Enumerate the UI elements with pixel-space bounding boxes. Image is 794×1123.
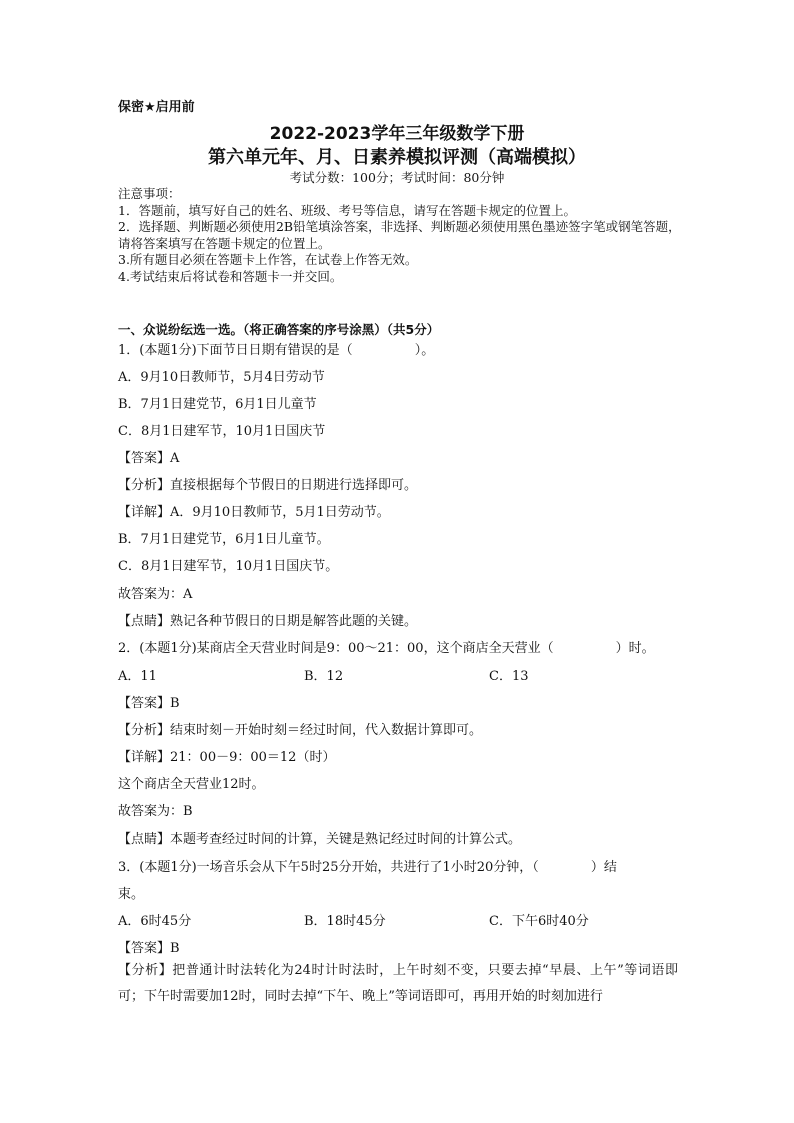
question-3-answer: 【答案】B	[118, 941, 180, 956]
question-2-conclusion: 故答案为：B	[118, 804, 193, 819]
question-1-stem	[118, 339, 434, 358]
notes-item-1: 1．答题前，填写好自己的姓名、班级、考号等信息，请写在答题卡规定的位置上。	[118, 202, 576, 218]
question-3-stem-end: ）结	[590, 860, 617, 875]
question-3-option-a: A．6时45分	[118, 914, 192, 929]
question-2-option-b: B．12	[304, 669, 344, 684]
question-1-comment: 【点睛】熟记各种节假日的日期是解答此题的关键。	[118, 614, 418, 629]
question-3-option-c: C．下午6时40分	[489, 914, 589, 929]
question-2-comment: 【点睛】本题考查经过时间的计算，关键是熟记经过时间的计算公式。	[118, 832, 522, 847]
question-2-detail: 【详解】21：00－9：00＝12（时）	[118, 750, 336, 765]
question-1-conclusion: 故答案为：A	[118, 587, 193, 602]
question-1-detail-c: C．8月1日建军节，10月1日国庆节。	[118, 559, 339, 574]
question-2-stem-start: 2．(本题1分)某商店全天营业时间是9：00～21：00，这个商店全天营业（	[118, 641, 554, 656]
question-1-option-b: B．7月1日建党节，6月1日儿童节	[118, 397, 317, 412]
section-1-title: 一、众说纷纭选一选。（将正确答案的序号涂黑）（共5分）	[118, 322, 440, 337]
question-3-stem-continued: 束。	[118, 887, 145, 902]
notes-item-2: 2．选择题、判断题必须使用2B铅笔填涂答案，非选择、判断题必须使用黑色墨迹签字笔或钢笔答题，请将答案填写在答题卡规定的位置上。	[118, 219, 681, 251]
question-1-answer: 【答案】A	[118, 451, 180, 466]
question-3-analysis: 【分析】把普通计时法转化为24时计时法时，上午时刻不变，只要去掉“早晨、上午”等词语即可；下午时需要加12时，同时去掉“下午、晚上”等词语即可，再用开始的时刻加进行	[118, 963, 678, 1004]
question-3-stem-start: 3．(本题1分)一场音乐会从下午5时25分开始，共进行了1小时20分钟，（	[118, 860, 539, 875]
notes-item-3: 3.所有题目必须在答题卡上作答，在试卷上作答无效。	[118, 252, 418, 267]
notes-item-4: 4.考试结束后将试卷和答题卡一并交回。	[118, 268, 343, 284]
question-3-stem	[118, 856, 617, 875]
exam-title: 2022-2023学年三年级数学下册	[269, 124, 525, 144]
question-2-option-a: A．11	[118, 669, 157, 684]
question-1-detail-b: B．7月1日建党节，6月1日儿童节。	[118, 532, 330, 547]
question-1-stem-start: 1．(本题1分)下面节日日期有错误的是（	[118, 343, 353, 358]
question-2-detail-2: 这个商店全天营业12时。	[118, 777, 265, 792]
question-1-analysis: 【分析】直接根据每个节假日的日期进行选择即可。	[118, 478, 418, 493]
question-1-detail-a: 【详解】A．9月10日教师节，5月1日劳动节。	[118, 505, 390, 520]
exam-info: 考试分数：100分；考试时间：80分钟	[289, 170, 505, 185]
question-2-option-c: C．13	[489, 669, 529, 684]
question-2-answer: 【答案】B	[118, 696, 180, 711]
confidential-label: 保密★启用前	[118, 100, 195, 115]
question-1-stem-end: ）。	[414, 343, 435, 358]
question-1-option-c: C．8月1日建军节，10月1日国庆节	[118, 424, 326, 439]
question-3-option-b: B．18时45分	[304, 914, 386, 929]
question-2-stem-end: ）时。	[615, 641, 655, 656]
notes-heading: 注意事项：	[118, 186, 181, 201]
question-2-stem	[118, 637, 655, 656]
question-1-option-a: A．9月10日教师节，5月4日劳动节	[118, 370, 325, 385]
question-2-analysis: 【分析】结束时刻－开始时刻＝经过时间，代入数据计算即可。	[118, 723, 483, 738]
notes-block	[118, 186, 688, 285]
exam-subtitle: 第六单元年、月、日素养模拟评测（高端模拟）	[208, 147, 586, 168]
